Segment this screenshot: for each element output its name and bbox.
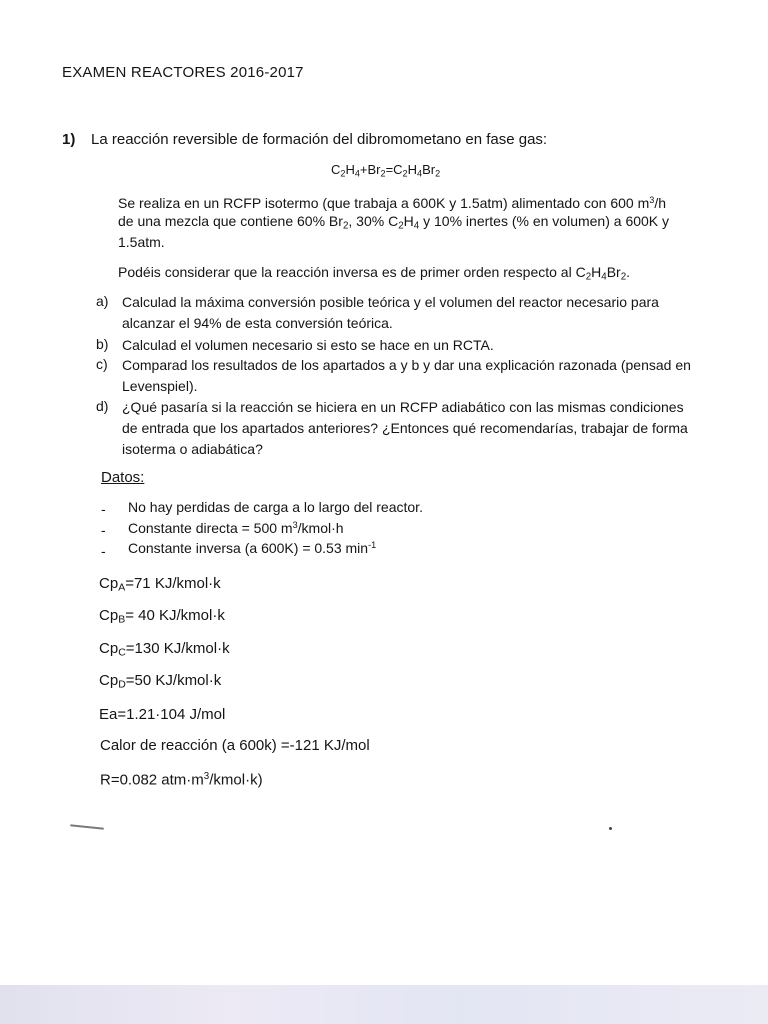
text-span: Cp bbox=[99, 640, 119, 657]
reaction-equation bbox=[331, 162, 440, 178]
item-label-a: a) bbox=[96, 293, 109, 309]
subscript: D bbox=[118, 678, 126, 691]
text-span: , 30% C bbox=[348, 213, 399, 229]
text-span: /h bbox=[654, 195, 666, 211]
datos-heading: Datos: bbox=[101, 469, 145, 486]
pen-mark bbox=[70, 824, 104, 830]
text-span: Constante inversa (a 600K) = 0.53 min bbox=[128, 540, 369, 556]
heat-of-reaction: Calor de reacción (a 600k) =-121 KJ/mol bbox=[100, 737, 370, 754]
bullet-direct-constant bbox=[128, 520, 344, 536]
question-statement: La reacción reversible de formación del dibromometano en fase gas: bbox=[91, 131, 548, 148]
text-span: Cp bbox=[99, 575, 119, 592]
text-span: Cp bbox=[99, 607, 119, 624]
subscript: 2 bbox=[585, 271, 592, 283]
text-span: = 40 KJ/kmol·k bbox=[125, 607, 225, 624]
eq-part: Br bbox=[422, 162, 436, 177]
eq-part: C bbox=[331, 162, 341, 177]
text-span: . bbox=[626, 264, 631, 280]
eq-part: +Br bbox=[359, 162, 381, 177]
subscript: 2 bbox=[342, 220, 349, 232]
text-span: y 10% inertes (% en volumen) a 600K y bbox=[419, 213, 670, 229]
paragraph-reverse-order bbox=[118, 262, 630, 287]
cp-d bbox=[99, 672, 221, 691]
bullet-dash: - bbox=[101, 522, 106, 538]
activation-energy: Ea=1.21·104 J/mol bbox=[99, 706, 226, 723]
superscript: 3 bbox=[649, 195, 655, 205]
question-number: 1) bbox=[62, 131, 76, 148]
paragraph-conditions-line2 bbox=[118, 211, 669, 236]
item-text-a: Calculad la máxima conversión posible teórica y el volumen del reactor necesario para alcanzar el 94% de esta conversión teórica. bbox=[122, 294, 659, 331]
paragraph-conditions-line3: 1.5atm. bbox=[118, 234, 165, 250]
text-span: Podéis considerar que la reacción inversa es de primer orden respecto al C bbox=[118, 264, 586, 280]
cp-b bbox=[99, 607, 225, 626]
text-span: Constante directa = 500 m bbox=[128, 520, 293, 536]
eq-sub: 2 bbox=[402, 168, 408, 179]
item-label-d: d) bbox=[96, 398, 109, 414]
item-text-b: Calculad el volumen necesario si esto se hace en un RCTA. bbox=[122, 337, 494, 353]
superscript: 3 bbox=[292, 520, 298, 530]
text-span: /kmol·k) bbox=[209, 771, 263, 789]
eq-sub: 2 bbox=[340, 168, 346, 179]
text-span: =130 KJ/kmol·k bbox=[125, 640, 230, 657]
gas-constant bbox=[100, 771, 263, 788]
text-span: R=0.082 atm·m bbox=[100, 771, 204, 789]
eq-sub: 4 bbox=[354, 168, 360, 179]
eq-part: H bbox=[407, 162, 417, 177]
text-span: H bbox=[591, 264, 602, 280]
exam-title: EXAMEN REACTORES 2016-2017 bbox=[62, 64, 304, 81]
subscript: A bbox=[118, 581, 126, 594]
subscript: 2 bbox=[620, 271, 627, 283]
text-span: de una mezcla que contiene 60% Br bbox=[118, 213, 343, 229]
text-span: =71 KJ/kmol·k bbox=[125, 575, 221, 592]
text-span: Cp bbox=[99, 672, 119, 689]
subscript: 4 bbox=[413, 220, 420, 232]
subscript: 2 bbox=[398, 220, 404, 232]
item-label-b: b) bbox=[96, 336, 109, 352]
text-span: =50 KJ/kmol·k bbox=[125, 672, 222, 689]
subscript: C bbox=[118, 646, 126, 659]
text-span: Se realiza en un RCFP isotermo (que trabaja a 600K y 1.5atm) alimentado con 600 m bbox=[118, 195, 650, 211]
superscript: 3 bbox=[203, 771, 210, 782]
subscript: 4 bbox=[601, 271, 607, 283]
superscript: -1 bbox=[368, 540, 377, 550]
eq-part: H bbox=[345, 162, 355, 177]
ink-dot bbox=[609, 827, 612, 830]
eq-sub: 2 bbox=[435, 168, 441, 179]
cp-c bbox=[99, 640, 230, 659]
text-span: /kmol·h bbox=[297, 520, 344, 536]
cp-a bbox=[99, 575, 221, 594]
text-span: H bbox=[403, 213, 414, 229]
eq-sub: 2 bbox=[380, 168, 386, 179]
text-span: Br bbox=[606, 264, 621, 280]
bullet-dash: - bbox=[101, 501, 106, 517]
bullet-no-pressure-drop bbox=[128, 499, 423, 515]
scan-artifact-band bbox=[0, 985, 768, 1024]
item-text-d: ¿Qué pasaría si la reacción se hiciera en un RCFP adiabático con las mismas condiciones de entrada que los apartados anteriores? ¿Entonces qué recomendarías, trabajar de forma isoterma o adiabática? bbox=[122, 399, 688, 457]
item-text-c: Comparad los resultados de los apartados a y b y dar una explicación razonada (pensad en Levenspiel). bbox=[122, 357, 691, 394]
eq-part: =C bbox=[385, 162, 403, 177]
bullet-dash: - bbox=[101, 543, 106, 559]
bullet-inverse-constant bbox=[128, 540, 376, 556]
text-span: No hay perdidas de carga a lo largo del reactor. bbox=[128, 499, 423, 515]
eq-sub: 4 bbox=[417, 168, 423, 179]
item-label-c: c) bbox=[96, 356, 108, 372]
subscript: B bbox=[118, 613, 126, 626]
